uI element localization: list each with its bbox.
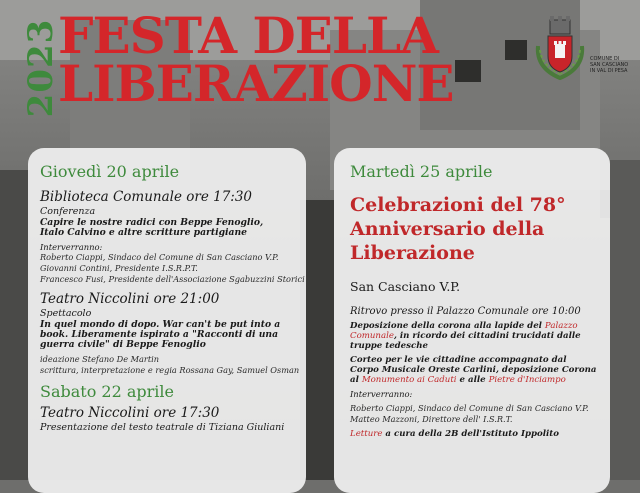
day-heading: Martedì 25 aprile — [350, 162, 493, 181]
day-heading: Giovedì 20 aprile — [40, 162, 180, 181]
meeting-point: Ritrovo presso il Palazzo Comunale ore 10:00 — [350, 306, 581, 317]
event-venue: Biblioteca Comunale ore 17:30 — [40, 189, 253, 205]
event-credit: scrittura, interpretazione e regia Rossana Gay, Samuel Osman — [40, 365, 300, 375]
wreath-laying-text: Deposizione della corona alla lapide del Palazzo Comunale, in ricordo dei cittadini trucidati dalle truppe tedesche — [350, 321, 581, 351]
right-program-panel — [334, 148, 610, 493]
left-program-panel — [28, 148, 306, 493]
procession-text: Corteo per le vie cittadine accompagnato dal Corpo Musicale Oreste Carlini, deposizione Corona al Monumento ai Caduti e alle Pietre d'Inciampo — [350, 355, 597, 385]
speaker: Matteo Mazzoni, Direttore dell' I.S.R.T. — [350, 414, 513, 424]
event-description: Presentazione del testo teatrale di Tiziana Giuliani — [40, 422, 285, 433]
title-line-1: FESTA DELLA — [58, 6, 438, 65]
background-window — [455, 60, 481, 82]
speaker: Francesco Fusi, Presidente dell'Associazione Sgabuzzini Storici — [40, 274, 305, 284]
speaker: Roberto Ciappi, Sindaco del Comune di San Casciano V.P. — [350, 403, 589, 413]
event-credit: ideazione Stefano De Martin — [40, 354, 160, 364]
event-kind: Spettacolo — [40, 308, 92, 319]
celebration-title: Celebrazioni del 78° Anniversario della Liberazione — [350, 194, 566, 264]
event-venue: Teatro Niccolini ore 21:00 — [40, 291, 220, 307]
page-title — [58, 6, 454, 113]
municipality-name: COMUNE DI SAN CASCIANO IN VAL DI PESA — [590, 56, 629, 74]
background-window — [505, 40, 527, 60]
event-description: In quel mondo di dopo. War can't be put into a book. Liberamente ispirato a "Racconti di una guerra civile" di Beppe Fenoglio — [40, 319, 281, 350]
event-description: Capire le nostre radici con Beppe Fenoglio, Italo Calvino e altre scritture partigiane — [40, 217, 264, 238]
speakers-heading: Interverranno: — [350, 389, 413, 399]
year-label: 2023 — [21, 18, 61, 118]
background-ruin — [0, 170, 30, 480]
readings-text: Letture a cura della 2B dell'Istituto Ippolito — [350, 429, 559, 439]
speaker: Roberto Ciappi, Sindaco del Comune di San Casciano V.P. — [40, 252, 279, 262]
event-venue: Teatro Niccolini ore 17:30 — [40, 405, 220, 421]
speakers-heading: Interverranno: — [40, 242, 103, 252]
title-line-2: LIBERAZIONE — [58, 54, 454, 113]
speaker: Giovanni Contini, Presidente I.S.R.P.T. — [40, 263, 198, 273]
event-kind: Conferenza — [40, 206, 96, 217]
day-heading: Sabato 22 aprile — [40, 382, 175, 401]
event-place: San Casciano V.P. — [350, 279, 461, 294]
municipal-crest-icon — [530, 12, 590, 82]
background-ruin — [610, 160, 640, 480]
